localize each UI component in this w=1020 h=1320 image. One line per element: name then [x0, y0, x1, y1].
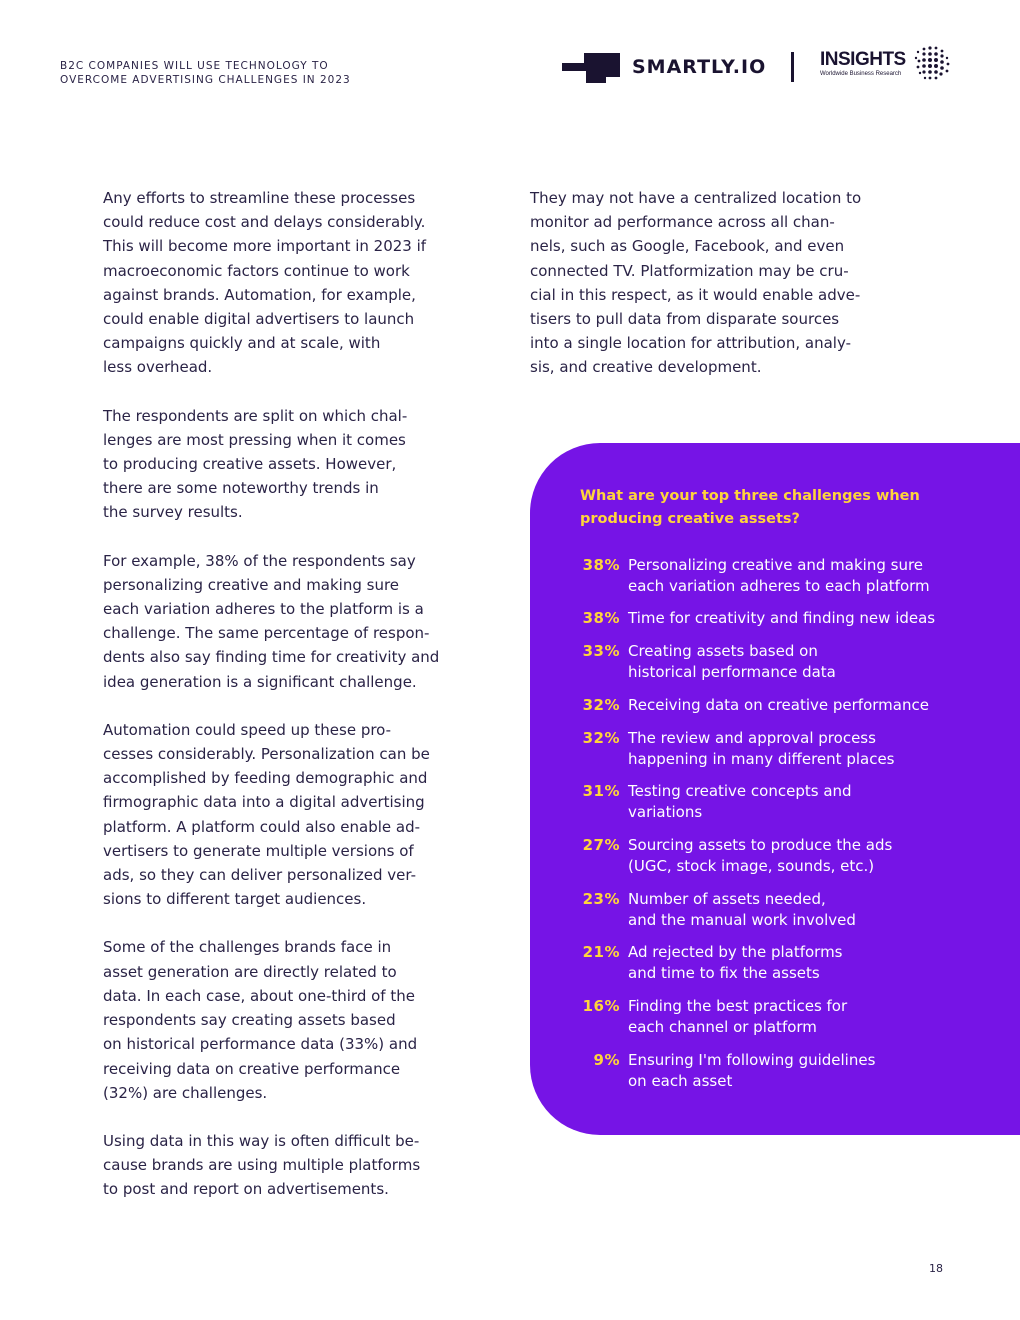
stat-percentage: 31% — [582, 782, 620, 800]
stat-label-line: historical performance data — [628, 663, 836, 681]
left-column-paragraph — [103, 718, 495, 912]
text-line: sis, and creative development. — [530, 358, 762, 377]
text-line: respondents say creating assets based — [103, 1011, 396, 1030]
insights-subtitle: Worldwide Business Research — [820, 71, 902, 77]
stat-label-line: Time for creativity and finding new ideas — [628, 609, 936, 627]
stat-label-line: Ensuring I'm following guidelines — [628, 1051, 876, 1069]
stat-label-line: and time to fix the assets — [628, 964, 820, 982]
text-line: into a single location for attribution, analy- — [530, 334, 851, 353]
smartly-mark-icon — [562, 51, 620, 83]
smartly-wordmark: SMARTLY.IO — [632, 56, 767, 78]
stat-label-line: The review and approval process — [628, 729, 876, 747]
text-line: Using data in this way is often difficult be- — [103, 1131, 420, 1150]
left-column-paragraph — [103, 404, 495, 525]
survey-question — [580, 485, 920, 531]
globe-icon — [908, 44, 952, 84]
survey-stat-row — [568, 1050, 1008, 1092]
survey-question-line-2: producing creative assets? — [580, 511, 800, 527]
stat-percentage: 16% — [582, 997, 620, 1015]
text-line: there are some noteworthy trends in — [103, 479, 379, 498]
header-tagline-line-2: OVERCOME ADVERTISING CHALLENGES IN 2023 — [60, 74, 351, 86]
stat-label-line: Personalizing creative and making sure — [628, 556, 924, 574]
text-line: accomplished by feeding demographic and — [103, 769, 428, 788]
text-line: macroeconomic factors continue to work — [103, 261, 410, 280]
text-line: cesses considerably. Personalization can be — [103, 745, 430, 764]
stat-percentage: 27% — [582, 836, 620, 854]
stat-label-line: Creating assets based on — [628, 642, 818, 660]
stat-label — [628, 942, 843, 984]
text-line: the survey results. — [103, 503, 243, 522]
stat-percentage: 32% — [582, 696, 620, 714]
text-line: (32%) are challenges. — [103, 1083, 268, 1102]
survey-stat-row — [568, 835, 1008, 877]
left-column-paragraph — [103, 549, 495, 694]
text-line: campaigns quickly and at scale, with — [103, 334, 381, 353]
text-line: on historical performance data (33%) and — [103, 1035, 418, 1054]
left-column-paragraph — [103, 186, 495, 380]
text-line: The respondents are split on which chal- — [103, 406, 408, 425]
text-line: lenges are most pressing when it comes — [103, 430, 406, 449]
stat-label — [628, 996, 847, 1038]
text-line: tisers to pull data from disparate sources — [530, 310, 840, 329]
stat-label-line: each channel or platform — [628, 1018, 817, 1036]
stat-percentage: 9% — [593, 1051, 620, 1069]
stat-label-line: Sourcing assets to produce the ads — [628, 836, 893, 854]
smartly-logo — [562, 50, 766, 84]
text-line: personalizing creative and making sure — [103, 575, 400, 594]
right-text-column — [530, 186, 920, 404]
stat-label — [628, 835, 892, 877]
text-line: against brands. Automation, for example, — [103, 285, 416, 304]
stat-label-line: Receiving data on creative performance — [628, 696, 929, 714]
stat-label — [628, 889, 856, 931]
logo-divider — [791, 52, 794, 82]
text-line: to producing creative assets. However, — [103, 455, 397, 474]
stat-label-line: and the manual work involved — [628, 911, 856, 929]
survey-stat-row — [568, 996, 1008, 1038]
stat-label-line: happening in many different places — [628, 750, 895, 768]
stat-label-line: each variation adheres to each platform — [628, 577, 930, 595]
text-line: dents also say finding time for creativity and — [103, 648, 440, 667]
text-line: less overhead. — [103, 358, 213, 377]
stat-percentage: 38% — [582, 556, 620, 574]
stat-percentage: 32% — [582, 729, 620, 747]
text-line: could enable digital advertisers to launch — [103, 310, 415, 329]
survey-stat-row — [568, 942, 1008, 984]
header-tagline-line-1: B2C COMPANIES WILL USE TECHNOLOGY TO — [60, 60, 329, 72]
insights-logo — [820, 50, 906, 86]
text-line: asset generation are directly related to — [103, 962, 397, 981]
stat-percentage: 33% — [582, 642, 620, 660]
text-line: could reduce cost and delays considerably. — [103, 213, 426, 232]
text-line: sions to different target audiences. — [103, 890, 367, 909]
stat-label-line: Testing creative concepts and — [628, 782, 852, 800]
header-tagline — [60, 59, 351, 87]
text-line: This will become more important in 2023 if — [103, 237, 427, 256]
left-column-paragraph — [103, 935, 495, 1104]
survey-stat-row — [568, 641, 1008, 683]
stat-percentage: 23% — [582, 890, 620, 908]
text-line: firmographic data into a digital advertising — [103, 793, 425, 812]
text-line: connected TV. Platformization may be cru- — [530, 261, 849, 280]
stat-label — [628, 608, 935, 629]
text-line: platform. A platform could also enable ad- — [103, 817, 421, 836]
survey-stat-row — [568, 555, 1008, 597]
survey-stat-row — [568, 781, 1008, 823]
stat-percentage: 21% — [582, 943, 620, 961]
stat-label — [628, 555, 930, 597]
survey-stat-row — [568, 695, 1008, 716]
text-line: data. In each case, about one-third of the — [103, 986, 415, 1005]
text-line: cial in this respect, as it would enable adve- — [530, 285, 861, 304]
text-line: idea generation is a significant challenge. — [103, 672, 417, 691]
text-line: cause brands are using multiple platforms — [103, 1156, 421, 1175]
text-line: Some of the challenges brands face in — [103, 938, 392, 957]
text-line: Any efforts to streamline these processes — [103, 189, 416, 207]
stat-label-line: Number of assets needed, — [628, 890, 826, 908]
text-line: to post and report on advertisements. — [103, 1180, 389, 1199]
text-line: vertisers to generate multiple versions of — [103, 841, 414, 860]
text-line: ads, so they can deliver personalized ver- — [103, 866, 416, 885]
right-column-paragraph — [530, 186, 920, 380]
stat-label-line: variations — [628, 803, 703, 821]
stat-label — [628, 781, 852, 823]
page-number: 18 — [929, 1262, 943, 1275]
survey-stat-row — [568, 608, 1008, 629]
stat-label — [628, 641, 836, 683]
stat-label — [628, 1050, 875, 1092]
survey-stat-row — [568, 728, 1008, 770]
survey-stat-row — [568, 889, 1008, 931]
stat-label-line: Finding the best practices for — [628, 997, 848, 1015]
text-line: For example, 38% of the respondents say — [103, 551, 416, 570]
text-line: nels, such as Google, Facebook, and even — [530, 237, 845, 256]
stat-label-line: on each asset — [628, 1072, 733, 1090]
text-line: each variation adheres to the platform is a — [103, 600, 424, 619]
text-line: challenge. The same percentage of respon- — [103, 624, 430, 643]
text-line: They may not have a centralized location to — [530, 189, 862, 207]
text-line: receiving data on creative performance — [103, 1059, 401, 1078]
stat-label-line: (UGC, stock image, sounds, etc.) — [628, 857, 875, 875]
insights-wordmark: INSIGHTS — [820, 49, 906, 70]
text-line: Automation could speed up these pro- — [103, 720, 392, 739]
stat-label — [628, 728, 894, 770]
left-column-paragraph — [103, 1129, 495, 1202]
survey-results-panel — [530, 443, 1020, 1135]
left-text-column — [103, 186, 495, 1226]
stat-label-line: Ad rejected by the platforms — [628, 943, 843, 961]
stat-label — [628, 695, 929, 716]
text-line: monitor ad performance across all chan- — [530, 213, 835, 232]
survey-question-line-1: What are your top three challenges when — [580, 488, 920, 504]
stat-percentage: 38% — [582, 609, 620, 627]
